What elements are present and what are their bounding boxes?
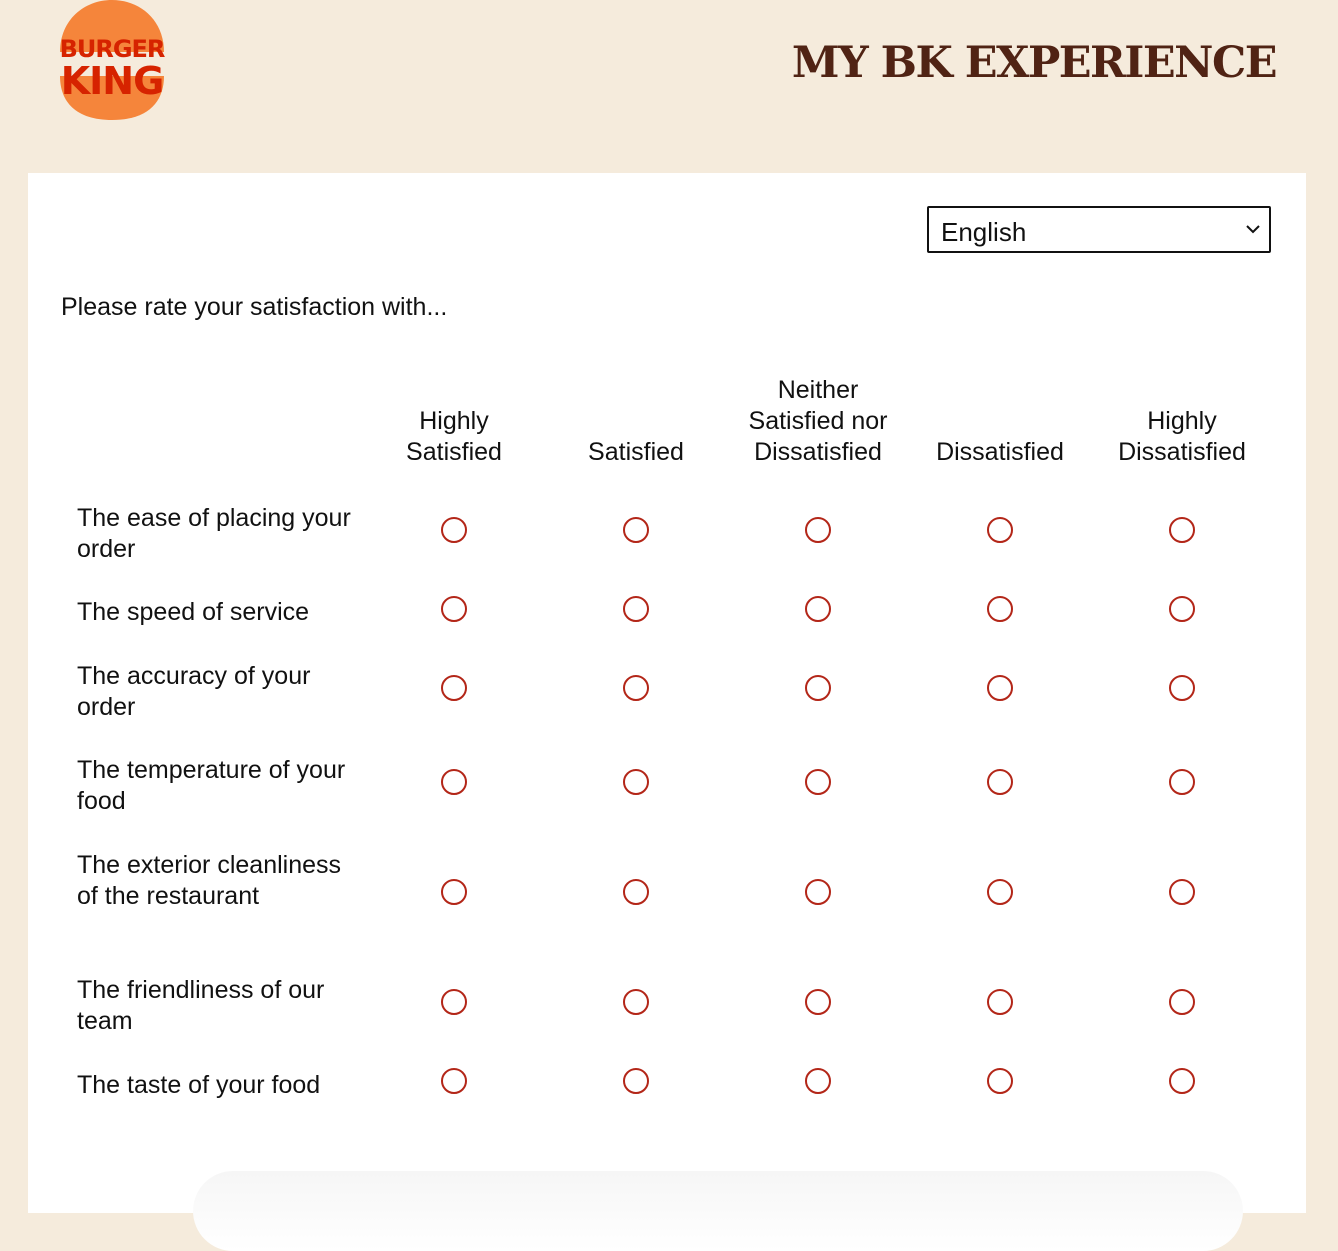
radio-cleanliness-dissatisfied[interactable] xyxy=(987,879,1013,905)
page-title: MY BK EXPERIENCE xyxy=(791,38,1276,88)
column-header-line: Satisfied nor xyxy=(748,407,888,435)
radio-speed-highly-satisfied[interactable] xyxy=(441,596,467,622)
radio-temperature-dissatisfied[interactable] xyxy=(987,769,1013,795)
radio-accuracy-highly-dissatisfied[interactable] xyxy=(1169,675,1195,701)
radio-taste-neither[interactable] xyxy=(805,1068,831,1094)
chevron-down-icon xyxy=(1245,223,1261,235)
radio-accuracy-highly-satisfied[interactable] xyxy=(441,675,467,701)
radio-taste-highly-dissatisfied[interactable] xyxy=(1169,1068,1195,1094)
radio-friendliness-dissatisfied[interactable] xyxy=(987,989,1013,1015)
radio-cleanliness-highly-dissatisfied[interactable] xyxy=(1169,879,1195,905)
radio-speed-satisfied[interactable] xyxy=(623,596,649,622)
row-label-order-accuracy: The accuracy of your order xyxy=(77,662,311,721)
radio-speed-dissatisfied[interactable] xyxy=(987,596,1013,622)
radio-ease-satisfied[interactable] xyxy=(623,517,649,543)
radio-accuracy-neither[interactable] xyxy=(805,675,831,701)
radio-cleanliness-satisfied[interactable] xyxy=(623,879,649,905)
radio-cleanliness-neither[interactable] xyxy=(805,879,831,905)
radio-friendliness-neither[interactable] xyxy=(805,989,831,1015)
next-button[interactable] xyxy=(193,1171,1243,1251)
row-label-exterior-cleanliness: The exterior cleanliness of the restaurant xyxy=(77,851,342,910)
burger-king-logo[interactable] xyxy=(56,0,168,122)
column-header-dissatisfied xyxy=(915,437,1085,468)
column-header-line: Satisfied xyxy=(588,438,684,466)
row-label-food-taste: The taste of your food xyxy=(77,1071,321,1099)
survey-card xyxy=(28,173,1306,1213)
column-header-highly-dissatisfied xyxy=(1097,406,1267,468)
radio-ease-dissatisfied[interactable] xyxy=(987,517,1013,543)
column-header-line: Highly xyxy=(1147,407,1217,435)
radio-cleanliness-highly-satisfied[interactable] xyxy=(441,879,467,905)
radio-ease-neither[interactable] xyxy=(805,517,831,543)
radio-taste-satisfied[interactable] xyxy=(623,1068,649,1094)
row-label-food-temperature: The temperature of your food xyxy=(77,756,346,815)
radio-accuracy-dissatisfied[interactable] xyxy=(987,675,1013,701)
radio-friendliness-highly-satisfied[interactable] xyxy=(441,989,467,1015)
radio-ease-highly-dissatisfied[interactable] xyxy=(1169,517,1195,543)
radio-speed-neither[interactable] xyxy=(805,596,831,622)
column-header-line: Dissatisfied xyxy=(754,438,882,466)
radio-friendliness-highly-dissatisfied[interactable] xyxy=(1169,989,1195,1015)
radio-taste-highly-satisfied[interactable] xyxy=(441,1068,467,1094)
column-header-line: Satisfied xyxy=(406,438,502,466)
radio-temperature-highly-satisfied[interactable] xyxy=(441,769,467,795)
row-label-ease-of-ordering: The ease of placing your order xyxy=(77,504,351,563)
radio-temperature-highly-dissatisfied[interactable] xyxy=(1169,769,1195,795)
header xyxy=(0,0,1338,172)
column-header-neither xyxy=(733,375,903,468)
logo-text-king: KING xyxy=(60,59,164,103)
logo-text-burger: BURGER xyxy=(59,35,165,63)
row-label-speed-of-service: The speed of service xyxy=(77,598,310,626)
column-header-satisfied xyxy=(551,437,721,468)
radio-friendliness-satisfied[interactable] xyxy=(623,989,649,1015)
radio-temperature-satisfied[interactable] xyxy=(623,769,649,795)
column-header-line: Dissatisfied xyxy=(1118,438,1246,466)
language-select-value: English xyxy=(941,217,1027,247)
language-select[interactable] xyxy=(927,206,1271,253)
radio-ease-highly-satisfied[interactable] xyxy=(441,517,467,543)
survey-question: Please rate your satisfaction with... xyxy=(61,293,448,321)
row-label-team-friendliness: The friendliness of our team xyxy=(77,976,325,1035)
radio-taste-dissatisfied[interactable] xyxy=(987,1068,1013,1094)
radio-accuracy-satisfied[interactable] xyxy=(623,675,649,701)
column-header-line: Dissatisfied xyxy=(936,438,1064,466)
column-header-line: Neither xyxy=(777,376,859,404)
column-header-highly-satisfied xyxy=(369,406,539,468)
radio-speed-highly-dissatisfied[interactable] xyxy=(1169,596,1195,622)
radio-temperature-neither[interactable] xyxy=(805,769,831,795)
column-header-line: Highly xyxy=(419,407,489,435)
